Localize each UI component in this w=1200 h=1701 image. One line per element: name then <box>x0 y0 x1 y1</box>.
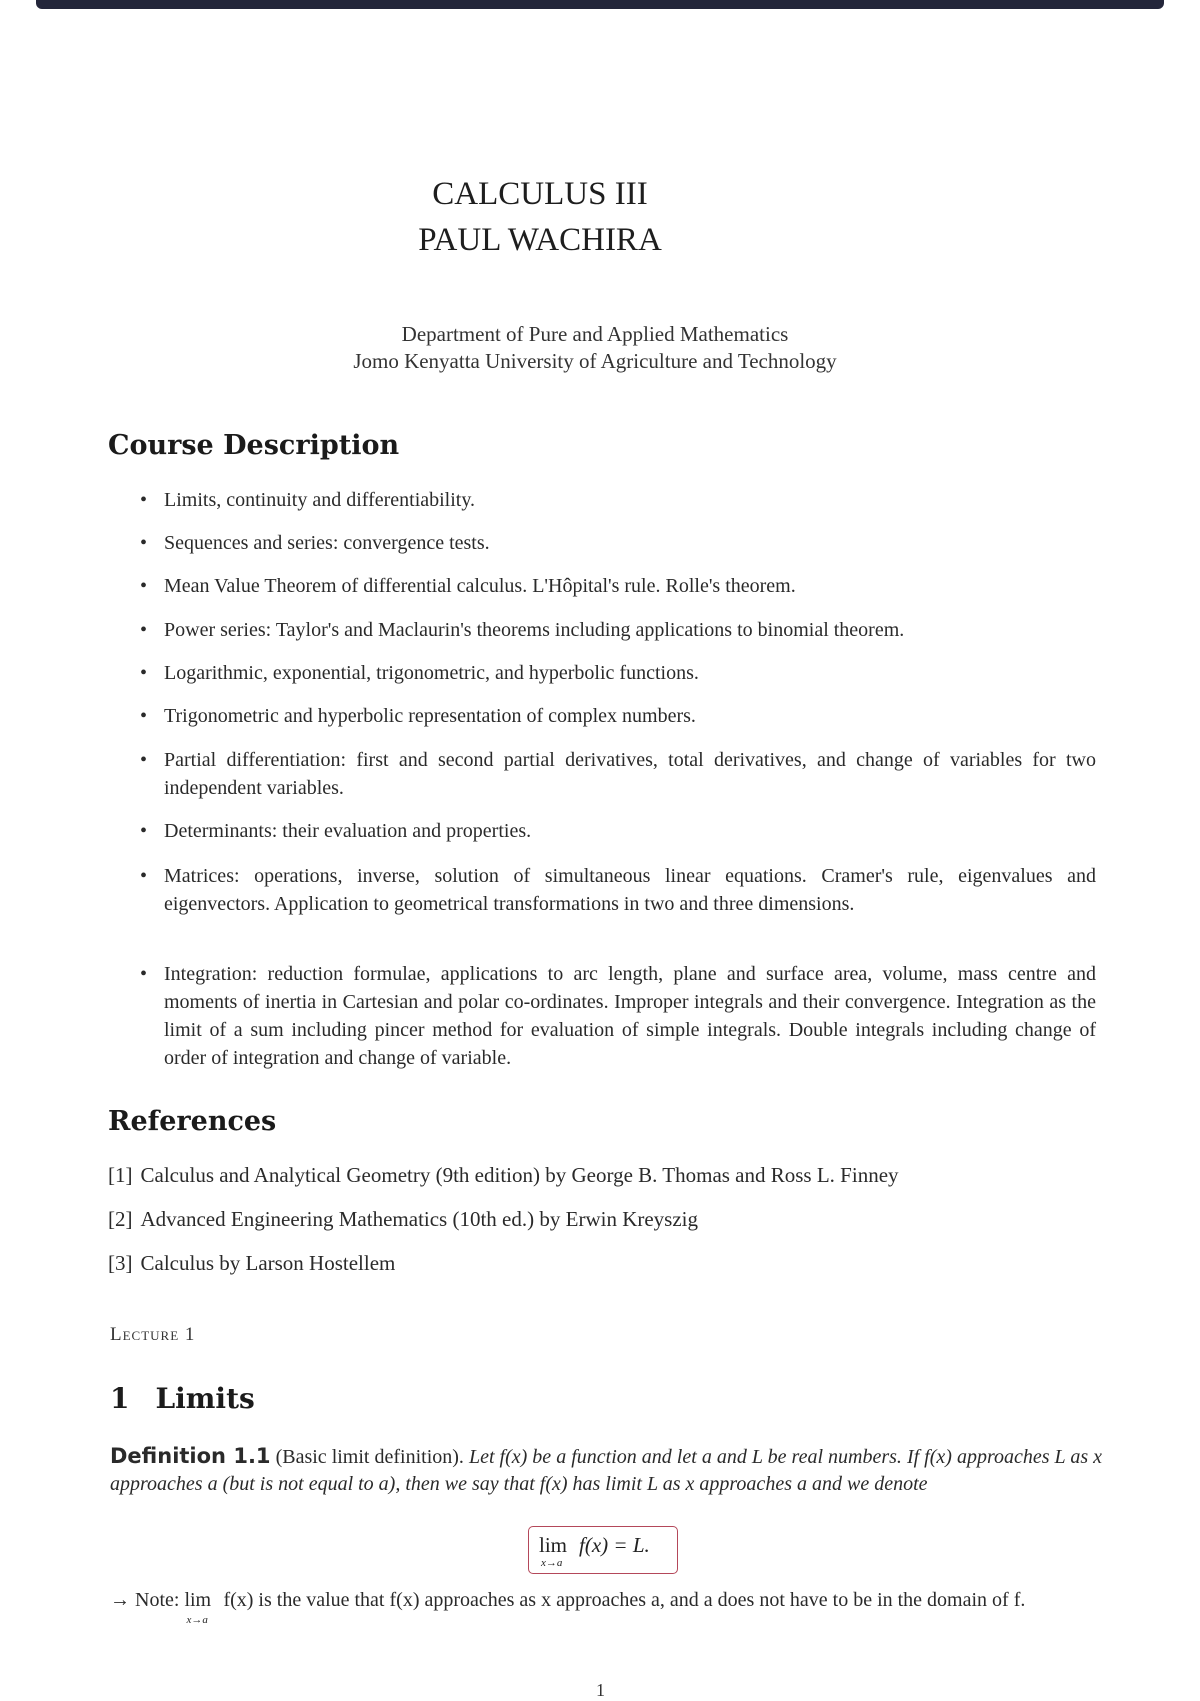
list-item: • Power series: Taylor's and Maclaurin's theorems including applications to binomial theorem. <box>140 619 905 641</box>
document-title: CALCULUS III <box>432 176 648 212</box>
section-title: Limits <box>155 1382 255 1415</box>
page-number: 1 <box>596 1680 605 1700</box>
note-lim: lim <box>184 1589 212 1611</box>
list-item: • Determinants: their evaluation and properties. <box>140 820 532 842</box>
limit-formula-box <box>528 1526 678 1574</box>
note-lim-group <box>184 1586 218 1626</box>
reference-item: [1] Calculus and Analytical Geometry (9th edition) by George B. Thomas and Ross L. Finney <box>108 1163 899 1187</box>
reference-item: [2] Advanced Engineering Mathematics (10th ed.) by Erwin Kreyszig <box>108 1207 698 1231</box>
definition-body: Let f(x) be a function and let a and L be real numbers. If f(x) approaches L as x approaches a (but is not equal to a), then we say that f(x) has limit L as x approaches a and we denote <box>110 1446 1103 1495</box>
list-item: • Trigonometric and hyperbolic representation of complex numbers. <box>140 705 696 727</box>
lecture-label: Lecture 1 <box>110 1324 196 1345</box>
formula-expression: f(x) = L. <box>579 1533 650 1557</box>
references-heading: References <box>108 1106 277 1137</box>
list-item: • Integration: reduction formulae, applications to arc length, plane and surface area, volume, mass centre and moments of inertia in Cartesian and polar co-ordinates. Improper integrals and their convergence. Integration as the limit of a sum including pincer method for evaluation of simple integrals. Double integrals including change of order of integration and change of variable. <box>140 963 1096 1069</box>
course-description-heading: Course Description <box>108 430 400 461</box>
section-heading-limits <box>110 1382 255 1415</box>
list-item: • Matrices: operations, inverse, solution of simultaneous linear equations. Cramer's rule, eigenvalues and eigenvectors. Application to geometrical transformations in two and three dimensions. <box>140 865 1096 915</box>
definition-name: (Basic limit definition). <box>275 1446 464 1468</box>
note-text: f(x) is the value that f(x) approaches as x approaches a, and a does not have to be in the domain of f. <box>223 1589 1026 1611</box>
list-item: • Sequences and series: convergence tests. <box>140 532 490 554</box>
definition-block <box>110 1443 1102 1498</box>
section-number: 1 <box>110 1382 130 1415</box>
list-item: • Limits, continuity and differentiability. <box>140 489 476 511</box>
top-border-bar <box>36 0 1164 9</box>
note-paragraph <box>110 1586 1102 1626</box>
note-prefix: → Note: <box>110 1589 180 1611</box>
reference-item: [3] Calculus by Larson Hostellem <box>108 1251 396 1275</box>
list-item: • Mean Value Theorem of differential calculus. L'Hôpital's rule. Rolle's theorem. <box>140 575 796 597</box>
author-name: PAUL WACHIRA <box>418 222 662 258</box>
formula-subscript: x→a <box>541 1557 563 1569</box>
list-item: • Logarithmic, exponential, trigonometric, and hyperbolic functions. <box>140 662 699 684</box>
formula-lim: lim <box>539 1533 568 1557</box>
department: Department of Pure and Applied Mathematics <box>401 322 789 346</box>
list-item: • Partial differentiation: first and second partial derivatives, total derivatives, and change of variables for two independent variables. <box>140 749 1096 799</box>
university: Jomo Kenyatta University of Agriculture and Technology <box>353 349 837 373</box>
note-lim-subscript: x→a <box>186 1614 208 1626</box>
definition-label: Definition 1.1 <box>110 1444 271 1468</box>
